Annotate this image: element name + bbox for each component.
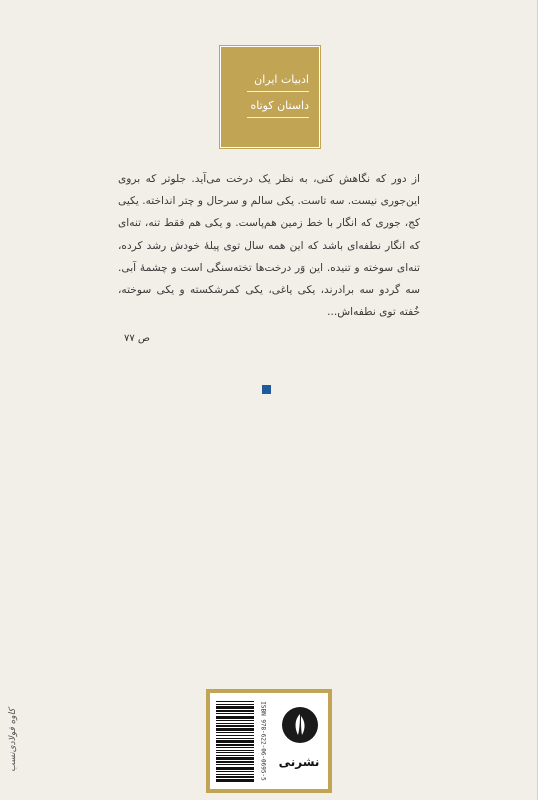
page-reference: ص ۷۷ bbox=[124, 333, 151, 344]
series-label bbox=[220, 46, 320, 148]
publisher-logo bbox=[274, 701, 324, 783]
barcode-bar bbox=[216, 701, 254, 702]
barcode-bar bbox=[216, 744, 254, 746]
barcode-bar bbox=[216, 728, 254, 731]
barcode-bar bbox=[216, 710, 254, 712]
excerpt-text bbox=[118, 168, 420, 323]
barcode-bar bbox=[216, 747, 254, 748]
excerpt-paragraph: از دور که نگاهش کنی، به نظر یک درخت می‌آید. جلوتر که بروی این‌جوری نیست. سه تاست. یکی سالم و سرحال و چتر انداخته. یکیی کج، جوری که انگار با خط زمین هم‌پاست. و یکی هم فقط تنه، تنه‌ای که انگار نطفه‌ای باشد که این همه سال توی پیلهٔ خودش رشد کرده، تنه‌ای سوخته و تنیده. این وَر درخت‌ها تخته‌سنگی است و چشمهٔ آبی. سه گردو سه برادرند، یکی یاغی، یکی کمرشکسته و یکی سوخته، خُفته توی نطفه‌اش... bbox=[118, 173, 420, 319]
barcode-bar bbox=[216, 725, 254, 727]
barcode-bar bbox=[216, 757, 254, 760]
barcode-bar bbox=[216, 755, 254, 756]
barcode-bar bbox=[216, 776, 254, 778]
isbn-text: ISBN 978-622-06-0695-5 bbox=[259, 701, 267, 781]
barcode-bar bbox=[216, 723, 254, 724]
series-category: ادبیات ایران bbox=[254, 73, 309, 86]
barcode-bar bbox=[216, 713, 254, 714]
barcode-bar bbox=[216, 771, 254, 772]
barcode-bar bbox=[216, 706, 254, 709]
barcode-bar bbox=[216, 761, 254, 763]
label-rule bbox=[247, 117, 309, 118]
barcode-bar bbox=[216, 767, 254, 770]
barcode-bar bbox=[216, 732, 254, 733]
publisher-panel bbox=[210, 693, 328, 789]
barcode-bar bbox=[216, 738, 254, 739]
barcode-bar bbox=[216, 716, 254, 719]
barcode-bar bbox=[216, 740, 254, 743]
blue-square-ornament bbox=[262, 385, 271, 394]
publisher-block bbox=[206, 689, 332, 793]
barcode-bar bbox=[216, 779, 254, 782]
barcode-bar bbox=[216, 774, 254, 775]
handwritten-note bbox=[2, 690, 24, 790]
isbn-number bbox=[258, 699, 268, 783]
barcode-bar bbox=[216, 750, 254, 751]
barcode bbox=[216, 699, 254, 783]
reed-logo-icon bbox=[282, 707, 318, 743]
barcode-bar bbox=[216, 704, 254, 705]
barcode-bar bbox=[216, 752, 254, 753]
label-rule bbox=[247, 91, 309, 92]
barcode-bar bbox=[216, 720, 254, 721]
publisher-name: نشرنی bbox=[278, 755, 320, 769]
barcode-bar bbox=[216, 764, 254, 765]
handwritten-note-text: کاوه فولادی‌نسب bbox=[8, 708, 18, 772]
barcode-bar bbox=[216, 735, 254, 736]
series-genre: داستان کوتاه bbox=[250, 99, 309, 112]
